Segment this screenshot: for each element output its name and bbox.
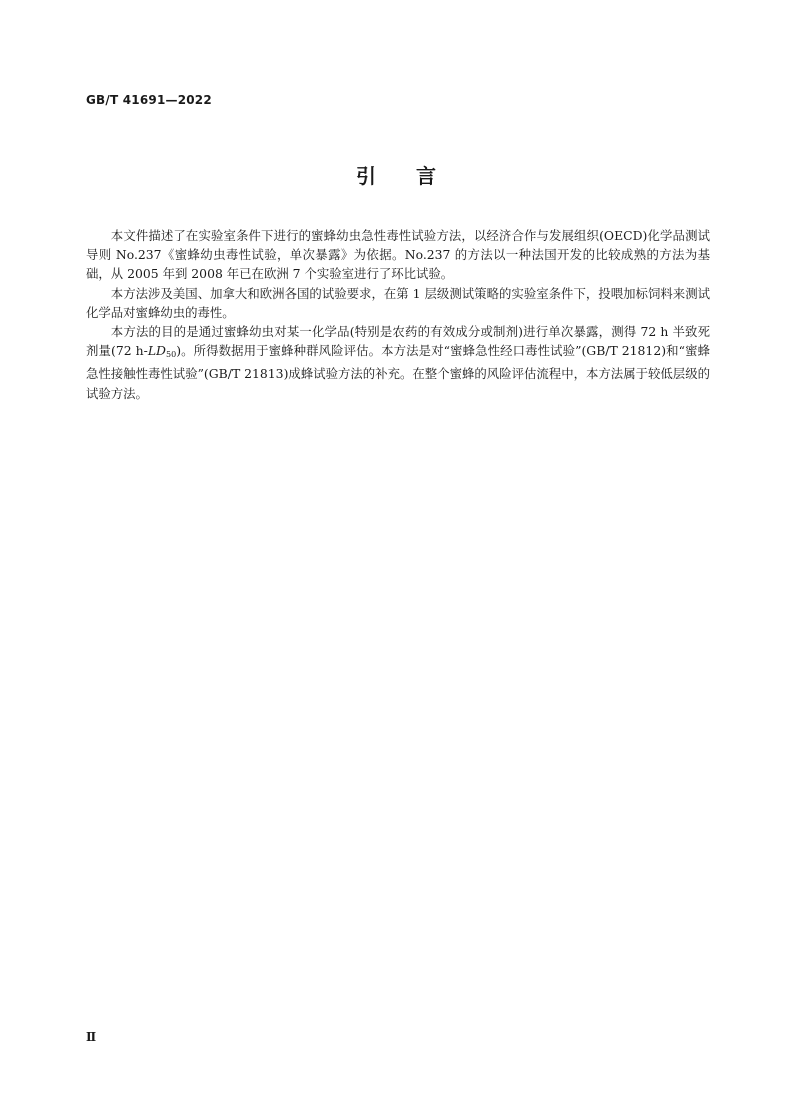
paragraph-3-text-a: 本方法的目的是通过蜜蜂幼虫对某一化学品(特别是农药的有效成分或制剂)进行单次暴露，测得 72 h 半致死剂量(72 h- [86,324,710,359]
standard-number: GB/T 41691—2022 [86,93,212,107]
ld-symbol: LD [147,343,166,359]
paragraph-3 [86,322,710,403]
body-text [86,226,710,403]
paragraph-2: 本方法涉及美国、加拿大和欧洲各国的试验要求，在第 1 层级测试策略的实验室条件下，投喂加标饲料来测试化学品对蜜蜂幼虫的毒性。 [86,285,710,320]
ld-subscript: 50 [166,350,177,360]
paragraph-1: 本文件描述了在实验室条件下进行的蜜蜂幼虫急性毒性试验方法，以经济合作与发展组织(OECD)化学品测试导则 No.237《蜜蜂幼虫毒性试验，单次暴露》为依据。No.237 的方法以一种法国开发的比较成熟的方法为基础，从 2005 年到 2008 年已在欧洲 7 个实验室进行了环比试验。 [86,228,710,282]
page-number: Ⅱ [86,1030,97,1044]
page-title: 引言 [356,164,476,188]
paragraph-3-text-b: )。所得数据用于蜜蜂种群风险评估。本方法是对“蜜蜂急性经口毒性试验”(GB/T 21812)和“蜜蜂急性接触性毒性试验”(GB/T 21813)成蜂试验方法的补充。在整个蜜蜂的风险评估流程中，本方法属于较低层级的试验方法。 [86,343,710,401]
